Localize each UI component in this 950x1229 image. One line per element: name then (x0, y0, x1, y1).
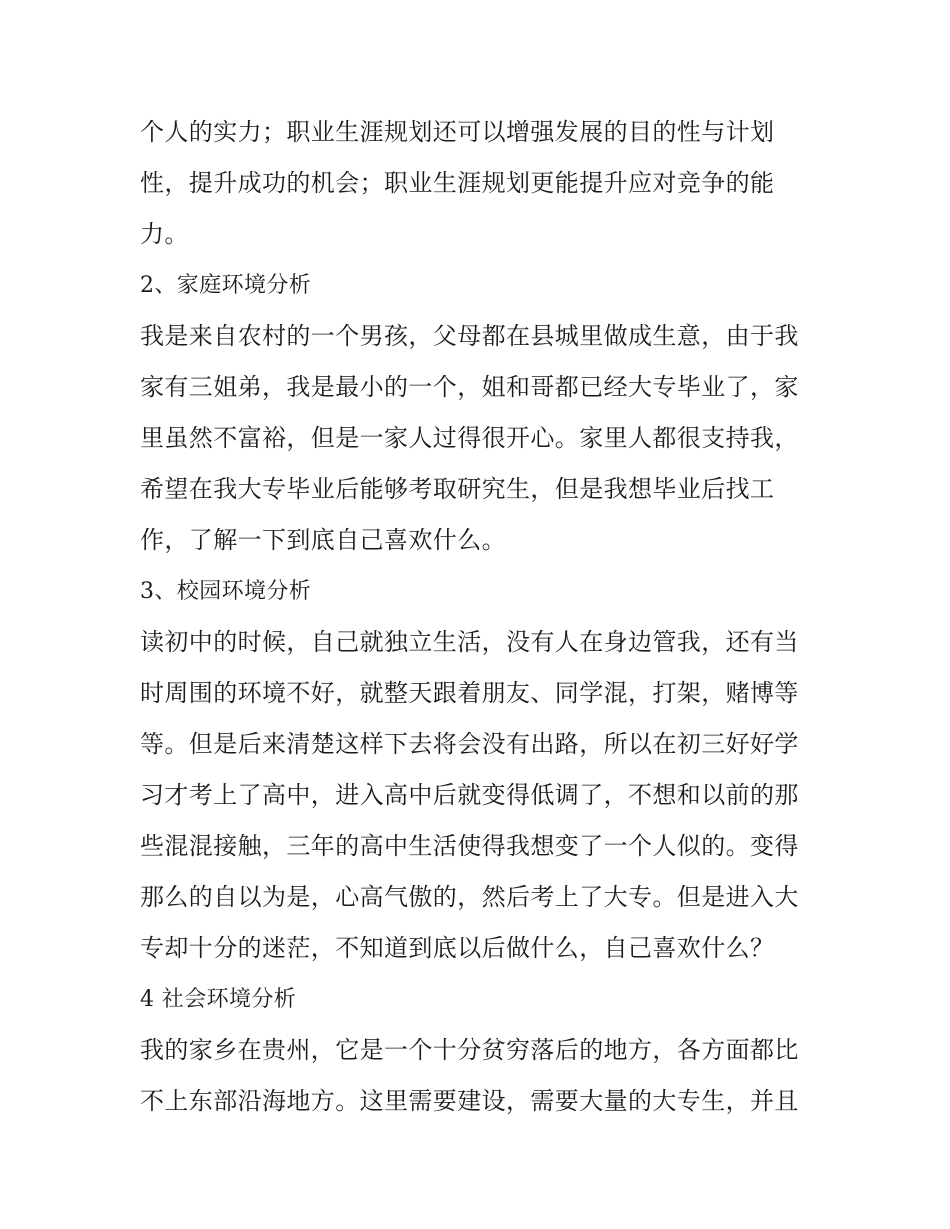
paragraph-line: 我的家乡在贵州，它是一个十分贫穷落后的地方，各方面都比 (140, 1036, 799, 1064)
paragraph-line: 读初中的时候，自己就独立生活，没有人在身边管我，还有当 (140, 628, 799, 656)
paragraph-line: 等。但是后来清楚这样下去将会没有出路，所以在初三好好学 (140, 730, 799, 758)
paragraph-line: 力。 (140, 220, 189, 248)
section-heading-family: 2、家庭环境分析 (140, 273, 312, 298)
paragraph-line: 家有三姐弟，我是最小的一个，姐和哥都已经大专毕业了，家 (140, 373, 799, 401)
paragraph-line: 我是来自农村的一个男孩，父母都在县城里做成生意，由于我 (140, 322, 799, 350)
paragraph-line: 专却十分的迷茫，不知道到底以后做什么，自己喜欢什么？ (140, 934, 775, 962)
paragraph-line: 些混混接触，三年的高中生活使得我想变了一个人似的。变得 (140, 832, 799, 860)
paragraph-line: 个人的实力；职业生涯规划还可以增强发展的目的性与计划 (140, 118, 775, 146)
paragraph-line: 习才考上了高中，进入高中后就变得低调了，不想和以前的那 (140, 781, 799, 809)
paragraph-line: 里虽然不富裕，但是一家人过得很开心。家里人都很支持我， (140, 424, 799, 452)
paragraph-line: 作，了解一下到底自己喜欢什么。 (140, 526, 506, 554)
paragraph-line: 希望在我大专毕业后能够考取研究生，但是我想毕业后找工 (140, 475, 775, 503)
section-heading-society: 4 社会环境分析 (140, 987, 297, 1012)
paragraph-line: 那么的自以为是，心高气傲的，然后考上了大专。但是进入大 (140, 883, 799, 911)
paragraph-line: 不上东部沿海地方。这里需要建设，需要大量的大专生，并且 (140, 1087, 799, 1115)
paragraph-line: 时周围的环境不好，就整天跟着朋友、同学混，打架，赌博等 (140, 679, 799, 707)
document-page (140, 107, 820, 1127)
paragraph-line: 性，提升成功的机会；职业生涯规划更能提升应对竞争的能 (140, 169, 775, 197)
section-heading-campus: 3、校园环境分析 (140, 579, 312, 604)
